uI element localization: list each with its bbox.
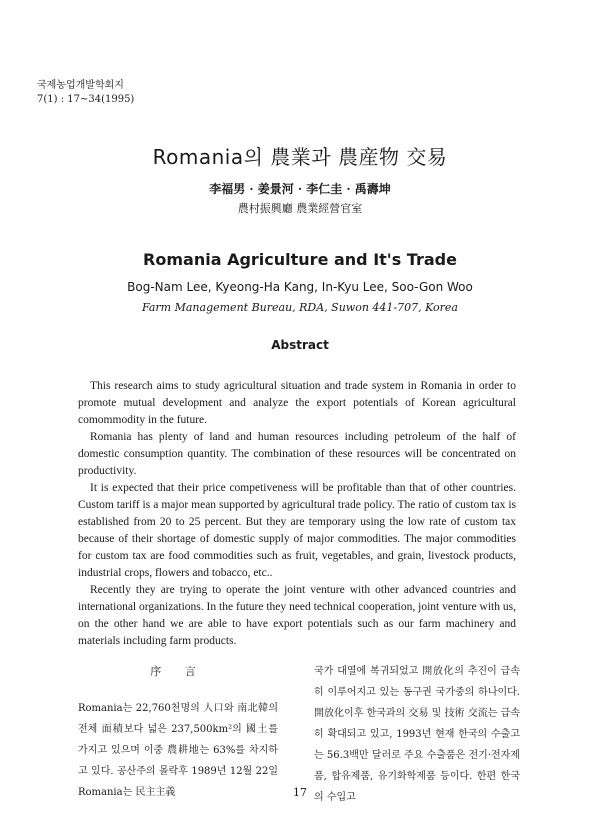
english-authors: Bog-Nam Lee, Kyeong-Ha Kang, In-Kyu Lee, Soo-Gon Woo (127, 280, 473, 294)
abstract-paragraph: It is expected that their price competiveness will be profitable than that of other countries. Custom tariff is a major mean supported by agricultural trade policy. The ratio of custom tax is established from 20 to 25 percent. But they are temporary using the low rate of custom tax because of their shortage of domestic supply of major commodities. The major commodities for custom tax are food commodities such as fruit, vegetables, and grain, livestock products, industrial crops, flowers and tobacco, etc.. (78, 482, 516, 579)
korean-title: Romania의 農業과 農産物 交易 (152, 145, 448, 169)
korean-affiliation: 農村振興廳 農業經營官室 (237, 202, 363, 215)
intro-right-text: 국가 대열에 복귀되었고 開放化의 추진이 급속히 이루어지고 있는 동구권 국가중의 하나이다. 開放化이후 한국과의 交易 및 技術 交流는 급속히 확대되고 있고, 1993년 현재 한국의 수출고는 56.3백만 달러로 주요 수출품은 전기·전자제품, 합유제품, 유기화학제품 등이다. 한편 한국의 수입고 (314, 666, 520, 803)
page-number: 17 (293, 786, 307, 799)
korean-authors: 李福男 · 姜景河 · 李仁圭 · 禹壽坤 (209, 182, 391, 196)
journal-info (37, 79, 134, 107)
intro-left-text: Romania는 22,760천명의 人口와 南北韓의 전체 面積보다 넓은 237,500km²의 國土를 가지고 있으며 이중 農耕地는 63%를 차지하고 있다. 공산주의 몰락후 1989년 12월 22일 Romania는 民主主義 (78, 703, 278, 798)
abstract-body (78, 378, 516, 650)
abstract-heading: Abstract (271, 338, 329, 352)
english-affiliation: Farm Management Bureau, RDA, Suwon 441-707, Korea (141, 301, 458, 314)
english-title: Romania Agriculture and It's Trade (143, 250, 457, 269)
abstract-paragraph: Romania has plenty of land and human resources including petroleum of the half of domestic consumption quantity. The combination of these resources will be concentrated on productivity. (78, 431, 516, 477)
abstract-paragraph: This research aims to study agricultural situation and trade system in Romania in order to promote mutual development and analyze the export potentials of Korean agricultural comommodity in the future. (78, 380, 516, 426)
abstract-paragraph: Recently they are trying to operate the joint venture with other advanced countries and international organizations. In the future they need technical cooperation, joint venture with us, on the other hand we are able to have export potentials such as our farm machinery and materials including farm products. (78, 584, 516, 647)
journal-volume: 7(1) : 17~34(1995) (37, 94, 135, 105)
journal-name: 국제농업개발학회지 (37, 80, 124, 91)
intro-heading: 序 言 (150, 665, 206, 678)
intro-left-column (78, 661, 278, 803)
